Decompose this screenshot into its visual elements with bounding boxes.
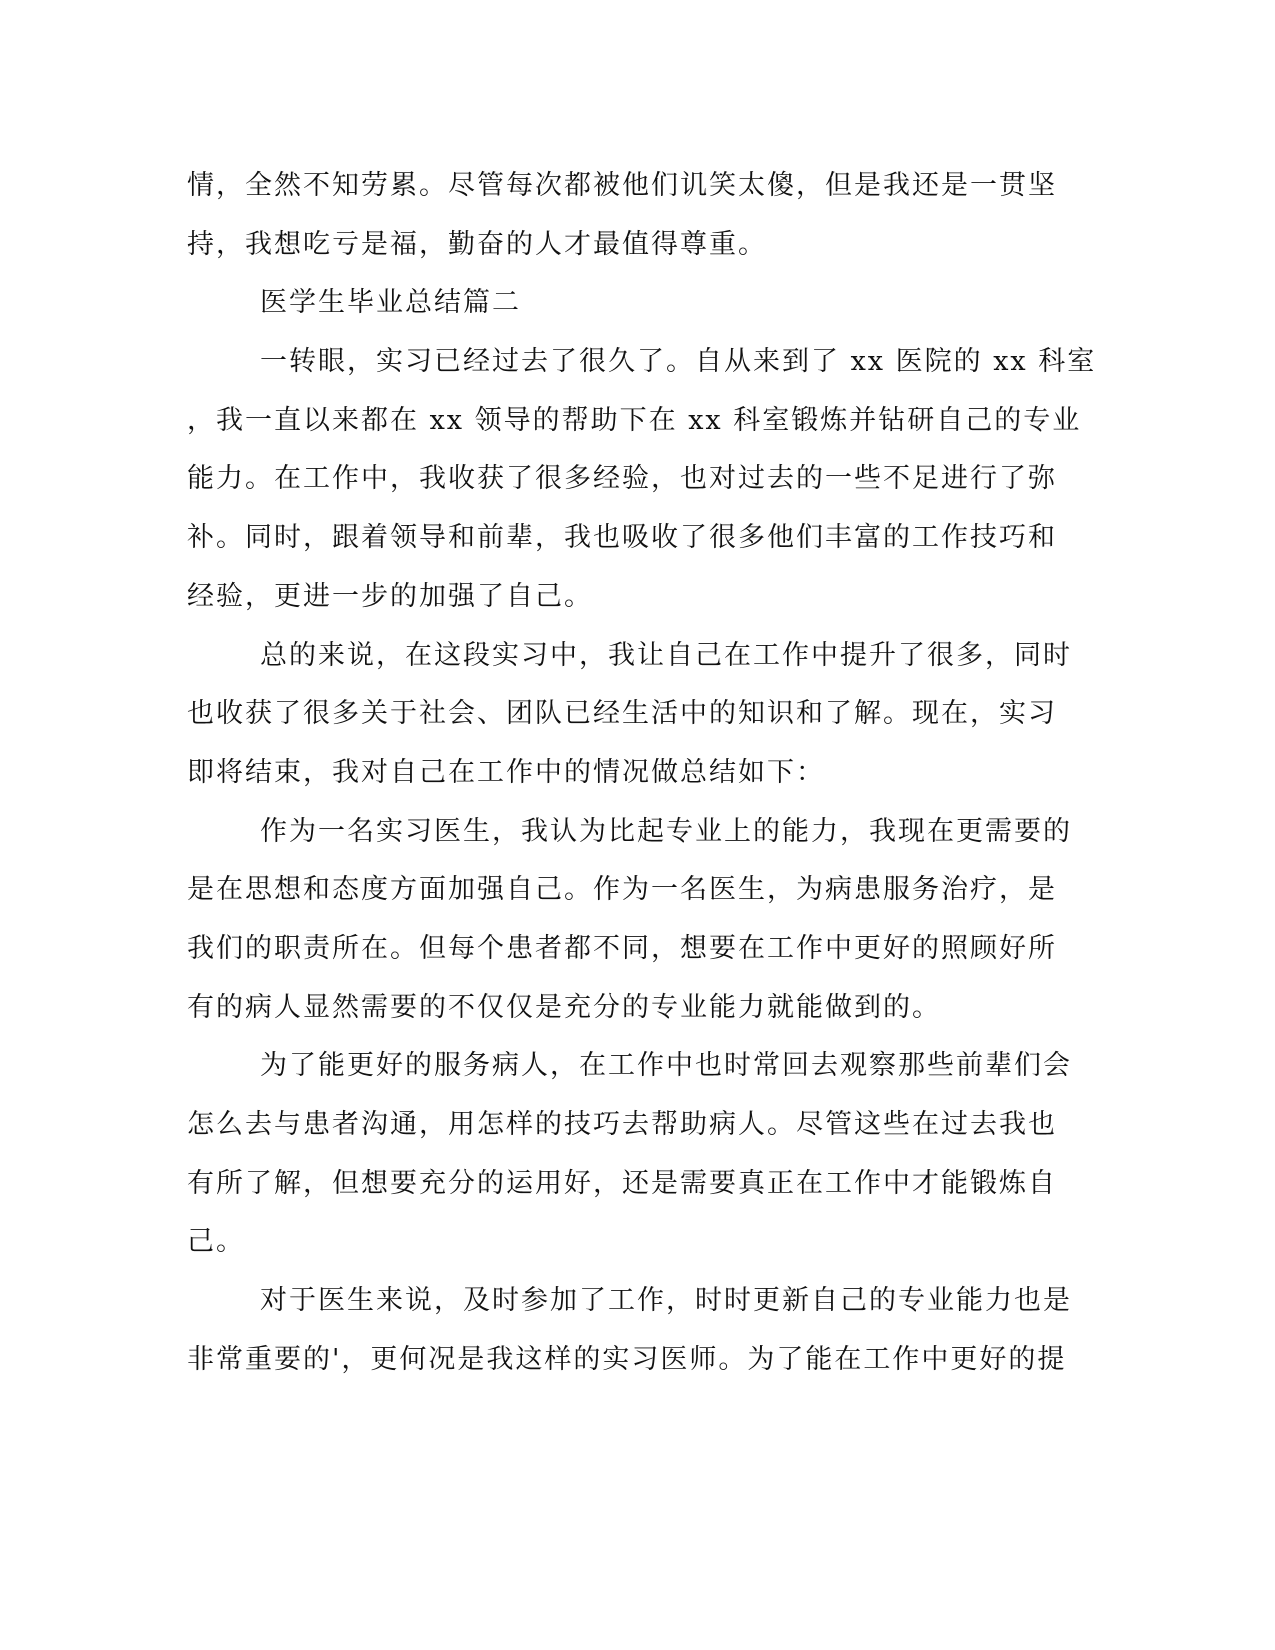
text-line: 为了能更好的服务病人，在工作中也时常回去观察那些前辈们会 bbox=[260, 1050, 1072, 1082]
text-line: 对于医生来说，及时参加了工作，时时更新自己的专业能力也是 bbox=[260, 1285, 1072, 1317]
text-line: ，我一直以来都在 xx 领导的帮助下在 xx 科室锻炼并钻研自己的专业 bbox=[187, 404, 1082, 436]
text-line: 有的病人显然需要的不仅仅是充分的专业能力就能做到的。 bbox=[187, 991, 941, 1023]
text-line: 总的来说，在这段实习中，我让自己在工作中提升了很多，同时 bbox=[260, 639, 1072, 671]
text-line: 也收获了很多关于社会、团队已经生活中的知识和了解。现在，实习 bbox=[187, 698, 1057, 730]
document-body bbox=[187, 157, 1097, 1389]
text-line: 我们的职责所在。但每个患者都不同，想要在工作中更好的照顾好所 bbox=[187, 932, 1057, 964]
text-line: 非常重要的'，更何况是我这样的实习医师。为了能在工作中更好的提 bbox=[187, 1343, 1067, 1375]
text-line: 补。同时，跟着领导和前辈，我也吸收了很多他们丰富的工作技巧和 bbox=[187, 522, 1057, 554]
text-line: 有所了解，但想要充分的运用好，还是需要真正在工作中才能锻炼自 bbox=[187, 1167, 1057, 1199]
text-line: 能力。在工作中，我收获了很多经验，也对过去的一些不足进行了弥 bbox=[187, 463, 1057, 495]
text-line: 经验，更进一步的加强了自己。 bbox=[187, 580, 593, 612]
text-line: 是在思想和态度方面加强自己。作为一名医生，为病患服务治疗，是 bbox=[187, 874, 1057, 906]
text-line: 持，我想吃亏是福，勤奋的人才最值得尊重。 bbox=[187, 228, 767, 260]
text-line: 怎么去与患者沟通，用怎样的技巧去帮助病人。尽管这些在过去我也 bbox=[187, 1109, 1057, 1140]
text-line: 即将结束，我对自己在工作中的情况做总结如下： bbox=[187, 756, 825, 788]
text-line: 作为一名实习医生，我认为比起专业上的能力，我现在更需要的 bbox=[260, 815, 1072, 847]
section-heading: 医学生毕业总结篇二 bbox=[260, 287, 521, 319]
text-line: 一转眼，实习已经过去了很久了。自从来到了 xx 医院的 xx 科室 bbox=[260, 346, 1097, 378]
text-line: 情，全然不知劳累。尽管每次都被他们讥笑太傻，但是我还是一贯坚 bbox=[187, 170, 1057, 201]
text-line: 己。 bbox=[187, 1226, 245, 1258]
